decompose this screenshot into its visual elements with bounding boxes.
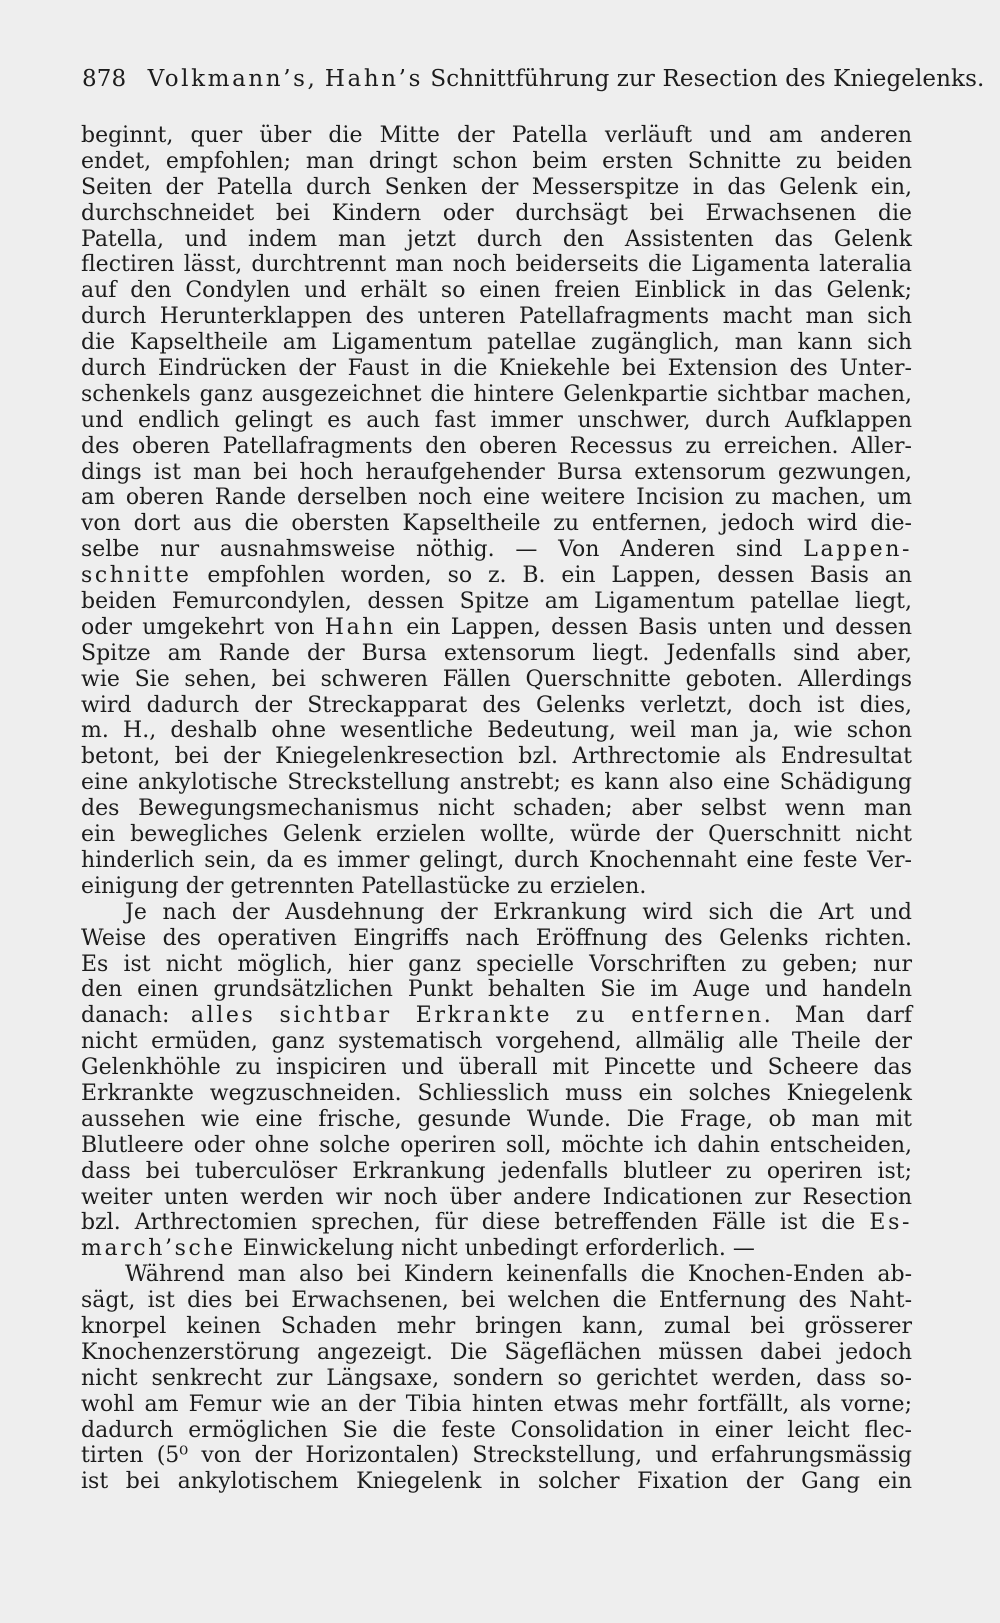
spaced-emphasis: alles sichtbar Erkrankte zu entfernen. xyxy=(190,1003,774,1029)
text-segment: durch Eindrücken der Faust in die Kniekehle bei Extension des Unter- xyxy=(81,356,912,382)
text-line xyxy=(81,1210,912,1236)
text-line xyxy=(81,1262,912,1288)
text-segment: bzl. Arthrectomien sprechen, für diese betreffenden Fälle ist die xyxy=(81,1210,856,1236)
text-segment: tirten (5⁰ von der Horizontalen) Streckstellung, und erfahrungsmässig xyxy=(81,1443,912,1469)
text-line xyxy=(81,770,912,796)
text-line xyxy=(81,1314,912,1340)
text-line xyxy=(81,900,912,926)
spaced-emphasis: Lappen- xyxy=(803,537,912,563)
text-line xyxy=(81,1340,912,1366)
text-segment: Je nach der Ausdehnung der Erkrankung wird sich die Art und xyxy=(125,899,912,925)
text-line xyxy=(81,1081,912,1107)
text-line xyxy=(81,330,912,356)
text-line xyxy=(81,718,912,744)
text-line xyxy=(81,977,912,1003)
text-segment: oder umgekehrt von xyxy=(81,614,315,640)
text-segment: wohl am Femur wie an der Tibia hinten etwas mehr fortfällt, als vorne; xyxy=(81,1391,912,1417)
text-segment: des Bewegungsmechanismus nicht schaden; aber selbst wenn man xyxy=(81,796,912,822)
text-line xyxy=(81,744,912,770)
text-line xyxy=(81,149,912,175)
text-segment: ein bewegliches Gelenk erzielen wollte, würde der Querschnitt nicht xyxy=(81,822,912,848)
text-segment: Spitze am Rande der Bursa extensorum liegt. Jedenfalls sind aber, xyxy=(81,640,912,666)
spaced-emphasis: Hahn xyxy=(324,614,396,640)
spaced-emphasis: Es- xyxy=(869,1210,912,1236)
text-line xyxy=(81,1055,912,1081)
text-segment: beiden Femurcondylen, dessen Spitze am Ligamentum patellae liegt, xyxy=(81,589,912,615)
text-line xyxy=(81,589,912,615)
text-line xyxy=(81,1133,912,1159)
text-line xyxy=(81,201,912,227)
text-segment: von dort aus die obersten Kapseltheile zu entfernen, jedoch wird die- xyxy=(81,511,912,537)
text-segment: und endlich gelingt es auch fast immer unschwer, durch Aufklappen xyxy=(81,407,912,433)
text-segment: Während man also bei Kindern keinenfalls die Knochen-Enden ab- xyxy=(125,1262,912,1288)
text-line xyxy=(81,1392,912,1418)
text-segment: Weise des operativen Eingriffs nach Eröffnung des Gelenks richten. xyxy=(81,925,912,951)
text-line xyxy=(81,1029,912,1055)
page-number: 878 xyxy=(82,66,127,92)
text-line xyxy=(81,1288,912,1314)
body-text xyxy=(81,123,912,1495)
text-line xyxy=(81,615,912,641)
text-line xyxy=(81,641,912,667)
text-segment: hinderlich sein, da es immer gelingt, durch Knochennaht eine feste Ver- xyxy=(81,847,912,873)
text-segment: schenkels ganz ausgezeichnet die hintere Gelenkpartie sichtbar machen, xyxy=(81,381,912,407)
text-segment: beginnt, quer über die Mitte der Patella verläuft und am anderen xyxy=(81,123,912,148)
text-line xyxy=(81,1185,912,1211)
text-segment: m. H., deshalb ohne wesentliche Bedeutung, weil man ja, wie schon xyxy=(81,718,912,744)
spaced-emphasis: march’sche xyxy=(81,1236,236,1262)
text-line xyxy=(81,693,912,719)
text-line xyxy=(81,485,912,511)
text-segment: wie Sie sehen, bei schweren Fällen Querschnitte geboten. Allerdings xyxy=(81,666,912,692)
text-line xyxy=(81,796,912,822)
text-segment: durch Herunterklappen des unteren Patellafragments macht man sich xyxy=(81,304,912,330)
text-line xyxy=(81,1107,912,1133)
text-line xyxy=(81,304,912,330)
spaced-emphasis: schnitte xyxy=(81,563,192,589)
header-author-hahn: Hahn’s xyxy=(324,66,423,92)
text-line xyxy=(81,1236,912,1262)
text-line xyxy=(81,874,912,900)
text-line xyxy=(81,1469,912,1495)
text-line xyxy=(81,460,912,486)
text-segment: selbe nur ausnahmsweise nöthig. — Von Anderen sind xyxy=(81,537,783,563)
text-segment: betont, bei der Kniegelenkresection bzl. Arthrectomie als Endresultat xyxy=(81,744,912,770)
text-segment: eine ankylotische Streckstellung anstrebt; es kann also eine Schädigung xyxy=(81,770,912,796)
text-line xyxy=(81,1443,912,1469)
text-segment: ein Lappen, dessen Basis unten und dessen xyxy=(406,614,913,640)
text-segment: aussehen wie eine frische, gesunde Wunde. Die Frage, ob man mit xyxy=(81,1106,912,1132)
text-segment: Seiten der Patella durch Senken der Messerspitze in das Gelenk ein, xyxy=(81,174,912,200)
text-segment: flectiren lässt, durchtrennt man noch beiderseits die Ligamenta lateralia xyxy=(81,252,912,278)
text-segment: ist bei ankylotischem Kniegelenk in solcher Fixation der Gang ein xyxy=(81,1469,912,1495)
text-line xyxy=(81,926,912,952)
text-segment: Einwickelung nicht unbedingt erforderlich. — xyxy=(242,1236,755,1262)
text-line xyxy=(81,382,912,408)
text-segment: nicht senkrecht zur Längsaxe, sondern so gerichtet werden, dass so- xyxy=(81,1365,912,1391)
text-segment: wird dadurch der Streckapparat des Gelenks verletzt, doch ist dies, xyxy=(81,692,912,718)
text-line xyxy=(81,123,912,149)
running-header xyxy=(82,66,984,92)
text-line xyxy=(81,408,912,434)
text-line xyxy=(81,537,912,563)
text-segment: auf den Condylen und erhält so einen freien Einblick in das Gelenk; xyxy=(81,278,912,304)
text-line xyxy=(81,667,912,693)
text-segment: dadurch ermöglichen Sie die feste Consolidation in einer leicht flec- xyxy=(81,1417,912,1443)
text-line xyxy=(81,278,912,304)
text-line xyxy=(81,1418,912,1444)
text-line xyxy=(81,511,912,537)
text-segment: Patella, und indem man jetzt durch den Assistenten das Gelenk xyxy=(81,226,912,252)
text-segment: sägt, ist dies bei Erwachsenen, bei welchen die Entfernung des Naht- xyxy=(81,1288,912,1314)
text-line xyxy=(81,252,912,278)
text-line xyxy=(81,434,912,460)
text-segment: endet, empfohlen; man dringt schon beim ersten Schnitte zu beiden xyxy=(81,148,912,174)
text-line xyxy=(81,952,912,978)
text-segment: danach: xyxy=(81,1003,170,1029)
text-line xyxy=(81,356,912,382)
text-line xyxy=(81,822,912,848)
text-line xyxy=(81,1159,912,1185)
text-segment: Gelenkhöhle zu inspiciren und überall mit Pincette und Scheere das xyxy=(81,1055,912,1081)
text-segment: am oberen Rande derselben noch eine weitere Incision zu machen, um xyxy=(81,485,912,511)
text-line xyxy=(81,848,912,874)
text-segment: den einen grundsätzlichen Punkt behalten Sie im Auge und handeln xyxy=(81,977,912,1003)
text-segment: die Kapseltheile am Ligamentum patellae zugänglich, man kann sich xyxy=(81,330,912,356)
text-line xyxy=(81,563,912,589)
text-segment: Knochenzerstörung angezeigt. Die Sägeflächen müssen dabei jedoch xyxy=(81,1339,912,1365)
text-segment: dings ist man bei hoch heraufgehender Bursa extensorum gezwungen, xyxy=(81,459,912,485)
text-segment: weiter unten werden wir noch über andere Indicationen zur Resection xyxy=(81,1184,912,1210)
text-segment: empfohlen worden, so z. B. ein Lappen, dessen Basis an xyxy=(207,563,912,589)
text-segment: Es ist nicht möglich, hier ganz specielle Vorschriften zu geben; nur xyxy=(81,951,912,977)
text-line xyxy=(81,1366,912,1392)
text-line xyxy=(81,1003,912,1029)
text-segment: des oberen Patellafragments den oberen Recessus zu erreichen. Aller- xyxy=(81,433,912,459)
text-segment: Man darf xyxy=(794,1003,913,1029)
text-segment: nicht ermüden, ganz systematisch vorgehend, allmälig alle Theile der xyxy=(81,1029,912,1055)
text-segment: durchschneidet bei Kindern oder durchsägt bei Erwachsenen die xyxy=(81,200,912,226)
text-line xyxy=(81,227,912,253)
header-title: Schnittführung zur Resection des Kniegelenks. xyxy=(430,66,985,92)
header-author-volkmann: Volkmann’s, xyxy=(147,66,318,92)
text-segment: einigung der getrennten Patellastücke zu erzielen. xyxy=(81,873,647,899)
text-line xyxy=(81,175,912,201)
text-segment: Erkrankte wegzuschneiden. Schliesslich muss ein solches Kniegelenk xyxy=(81,1080,912,1106)
text-segment: knorpel keinen Schaden mehr bringen kann, zumal bei grösserer xyxy=(81,1313,912,1339)
text-segment: dass bei tuberculöser Erkrankung jedenfalls blutleer zu operiren ist; xyxy=(81,1158,912,1184)
text-segment: Blutleere oder ohne solche operiren soll, möchte ich dahin entscheiden, xyxy=(81,1132,912,1158)
